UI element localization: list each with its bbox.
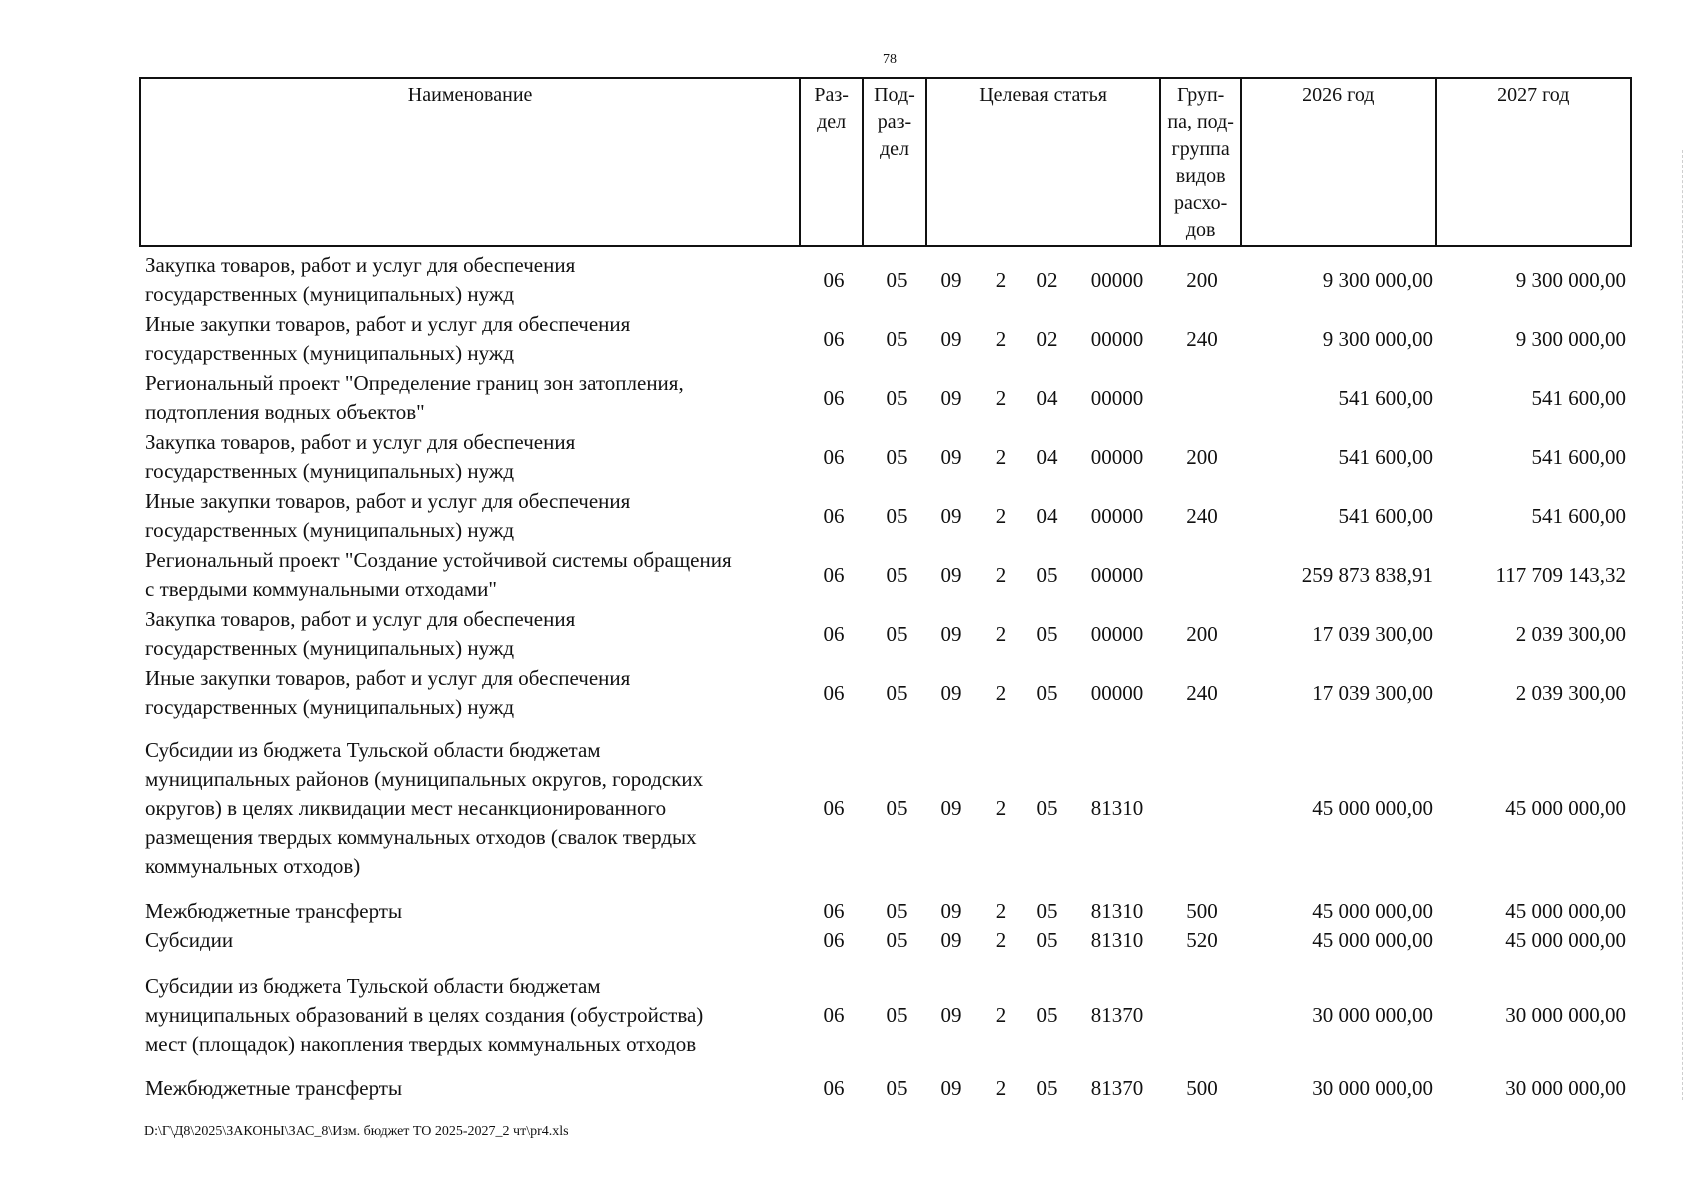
row-amount-2026: 9 300 000,00 [1322,327,1433,351]
row-name: Закупка товаров, работ и услуг для обеспечения государственных (муниципальных) нужд [145,253,576,306]
row-amount-2027: 45 000 000,00 [1505,796,1626,820]
row-target-direction: 00000 [1090,504,1144,528]
row-amount-2027: 117 709 143,32 [1495,563,1626,587]
row-subsection: 05 [886,928,908,952]
row-target-project: 04 [1036,445,1058,469]
page-number: 78 [883,52,897,67]
row-subsection: 05 [886,796,908,820]
row-subsection: 05 [886,899,908,923]
row-amount-2026: 9 300 000,00 [1322,268,1433,292]
table-header [139,77,1632,247]
row-amount-2026: 30 000 000,00 [1312,1076,1433,1100]
row-section: 06 [823,504,845,528]
row-amount-2027: 2 039 300,00 [1515,681,1626,705]
row-subsection: 05 [886,1003,908,1027]
row-subsection: 05 [886,327,908,351]
row-target-project: 05 [1036,563,1058,587]
row-target-type: 2 [995,327,1007,351]
row-section: 06 [823,796,845,820]
row-target-direction: 81370 [1090,1076,1144,1100]
row-target-project: 05 [1036,1076,1058,1100]
row-target-program: 09 [940,928,962,952]
row-target-type: 2 [995,928,1007,952]
row-subsection: 05 [886,1076,908,1100]
row-target-project: 02 [1036,268,1058,292]
row-target-type: 2 [995,268,1007,292]
row-expense-type: 500 [1186,899,1218,923]
row-expense-type: 240 [1186,327,1218,351]
row-target-direction: 00000 [1090,563,1144,587]
row-section: 06 [823,681,845,705]
row-target-project: 02 [1036,327,1058,351]
row-target-direction: 00000 [1090,445,1144,469]
row-subsection: 05 [886,563,908,587]
row-name: Иные закупки товаров, работ и услуг для обеспечения государственных (муниципальных) нужд [145,489,631,542]
row-target-direction: 00000 [1090,681,1144,705]
row-name: Субсидии [145,928,234,952]
row-expense-type: 200 [1186,445,1218,469]
row-target-project: 05 [1036,681,1058,705]
row-target-program: 09 [940,681,962,705]
row-target-direction: 00000 [1090,327,1144,351]
row-amount-2026: 541 600,00 [1338,445,1433,469]
header-name: Наименование [141,79,801,245]
row-target-program: 09 [940,1076,962,1100]
row-amount-2027: 541 600,00 [1531,504,1626,528]
row-section: 06 [823,1076,845,1100]
header-subsection: Под- раз- дел [864,79,927,245]
header-target-article: Целевая статья [927,79,1161,245]
row-subsection: 05 [886,504,908,528]
row-expense-type: 200 [1186,268,1218,292]
row-amount-2027: 30 000 000,00 [1505,1076,1626,1100]
row-expense-type: 240 [1186,681,1218,705]
row-target-program: 09 [940,622,962,646]
header-section: Раз- дел [801,79,864,245]
row-target-type: 2 [995,1003,1007,1027]
row-subsection: 05 [886,268,908,292]
row-target-direction: 81310 [1090,928,1144,952]
row-target-project: 05 [1036,1003,1058,1027]
row-target-project: 05 [1036,622,1058,646]
row-amount-2027: 541 600,00 [1531,386,1626,410]
row-target-type: 2 [995,622,1007,646]
row-amount-2026: 45 000 000,00 [1312,928,1433,952]
file-path-footer: D:\Г\Д8\2025\ЗАКОНЫ\ЗАС_8\Изм. бюджет ТО 2025-2027_2 чт\pr4.xls [144,1124,569,1139]
row-amount-2026: 259 873 838,91 [1301,563,1433,587]
row-name: Региональный проект "Определение границ зон затопления, подтопления водных объектов" [145,371,684,424]
row-section: 06 [823,563,845,587]
row-target-program: 09 [940,899,962,923]
row-name: Субсидии из бюджета Тульской области бюджетам муниципальных образований в целях создания (обустройства) мест (площадок) накопления твердых коммунальных отходов [145,974,704,1056]
row-section: 06 [823,622,845,646]
row-target-program: 09 [940,504,962,528]
row-target-program: 09 [940,563,962,587]
row-target-project: 05 [1036,928,1058,952]
row-section: 06 [823,928,845,952]
row-expense-type: 520 [1186,928,1218,952]
row-target-direction: 00000 [1090,622,1144,646]
row-target-direction: 00000 [1090,268,1144,292]
header-year-2027: 2027 год [1497,84,1570,106]
row-target-program: 09 [940,327,962,351]
row-section: 06 [823,1003,845,1027]
row-amount-2027: 30 000 000,00 [1505,1003,1626,1027]
row-target-type: 2 [995,1076,1007,1100]
row-target-project: 05 [1036,899,1058,923]
row-target-direction: 81370 [1090,1003,1144,1027]
row-target-direction: 81310 [1090,796,1144,820]
row-subsection: 05 [886,445,908,469]
row-expense-type: 200 [1186,622,1218,646]
row-target-program: 09 [940,268,962,292]
row-name: Иные закупки товаров, работ и услуг для обеспечения государственных (муниципальных) нужд [145,666,631,719]
row-target-type: 2 [995,563,1007,587]
scan-edge-line [1682,150,1684,1100]
row-section: 06 [823,445,845,469]
row-amount-2027: 541 600,00 [1531,445,1626,469]
row-target-type: 2 [995,796,1007,820]
header-expense-group: Груп- па, под- группа видов расхо- дов [1161,79,1242,245]
row-name: Закупка товаров, работ и услуг для обеспечения государственных (муниципальных) нужд [145,430,576,483]
row-amount-2027: 9 300 000,00 [1515,327,1626,351]
row-target-type: 2 [995,445,1007,469]
row-amount-2026: 17 039 300,00 [1312,622,1433,646]
row-name: Межбюджетные трансферты [145,1076,403,1100]
row-subsection: 05 [886,681,908,705]
row-subsection: 05 [886,622,908,646]
row-target-project: 05 [1036,796,1058,820]
row-section: 06 [823,899,845,923]
row-target-project: 04 [1036,504,1058,528]
row-target-project: 04 [1036,386,1058,410]
row-target-type: 2 [995,386,1007,410]
row-amount-2026: 17 039 300,00 [1312,681,1433,705]
row-expense-type: 500 [1186,1076,1218,1100]
row-amount-2026: 541 600,00 [1338,504,1433,528]
row-expense-type: 240 [1186,504,1218,528]
row-name: Межбюджетные трансферты [145,899,403,923]
row-name: Закупка товаров, работ и услуг для обеспечения государственных (муниципальных) нужд [145,607,576,660]
row-target-type: 2 [995,504,1007,528]
row-target-type: 2 [995,681,1007,705]
row-target-program: 09 [940,1003,962,1027]
row-amount-2027: 45 000 000,00 [1505,928,1626,952]
row-name: Субсидии из бюджета Тульской области бюджетам муниципальных районов (муниципальных округов, городских округов) в целях ликвидации мест несанкционированного размещения твердых коммунальных отходов (свалок твердых коммунальных отходов) [145,738,704,878]
row-target-direction: 00000 [1090,386,1144,410]
row-name: Региональный проект "Создание устойчивой системы обращения с твердыми коммунальными отходами" [145,548,732,601]
row-target-program: 09 [940,445,962,469]
row-amount-2026: 45 000 000,00 [1312,899,1433,923]
row-amount-2026: 45 000 000,00 [1312,796,1433,820]
row-section: 06 [823,327,845,351]
row-target-program: 09 [940,796,962,820]
row-section: 06 [823,268,845,292]
row-target-direction: 81310 [1090,899,1144,923]
row-section: 06 [823,386,845,410]
row-amount-2026: 30 000 000,00 [1312,1003,1433,1027]
row-amount-2027: 9 300 000,00 [1515,268,1626,292]
row-target-type: 2 [995,899,1007,923]
row-amount-2026: 541 600,00 [1338,386,1433,410]
header-year-2026: 2026 год [1242,79,1436,245]
row-name: Иные закупки товаров, работ и услуг для обеспечения государственных (муниципальных) нужд [145,312,631,365]
row-subsection: 05 [886,386,908,410]
row-amount-2027: 2 039 300,00 [1515,622,1626,646]
row-target-program: 09 [940,386,962,410]
row-amount-2027: 45 000 000,00 [1505,899,1626,923]
